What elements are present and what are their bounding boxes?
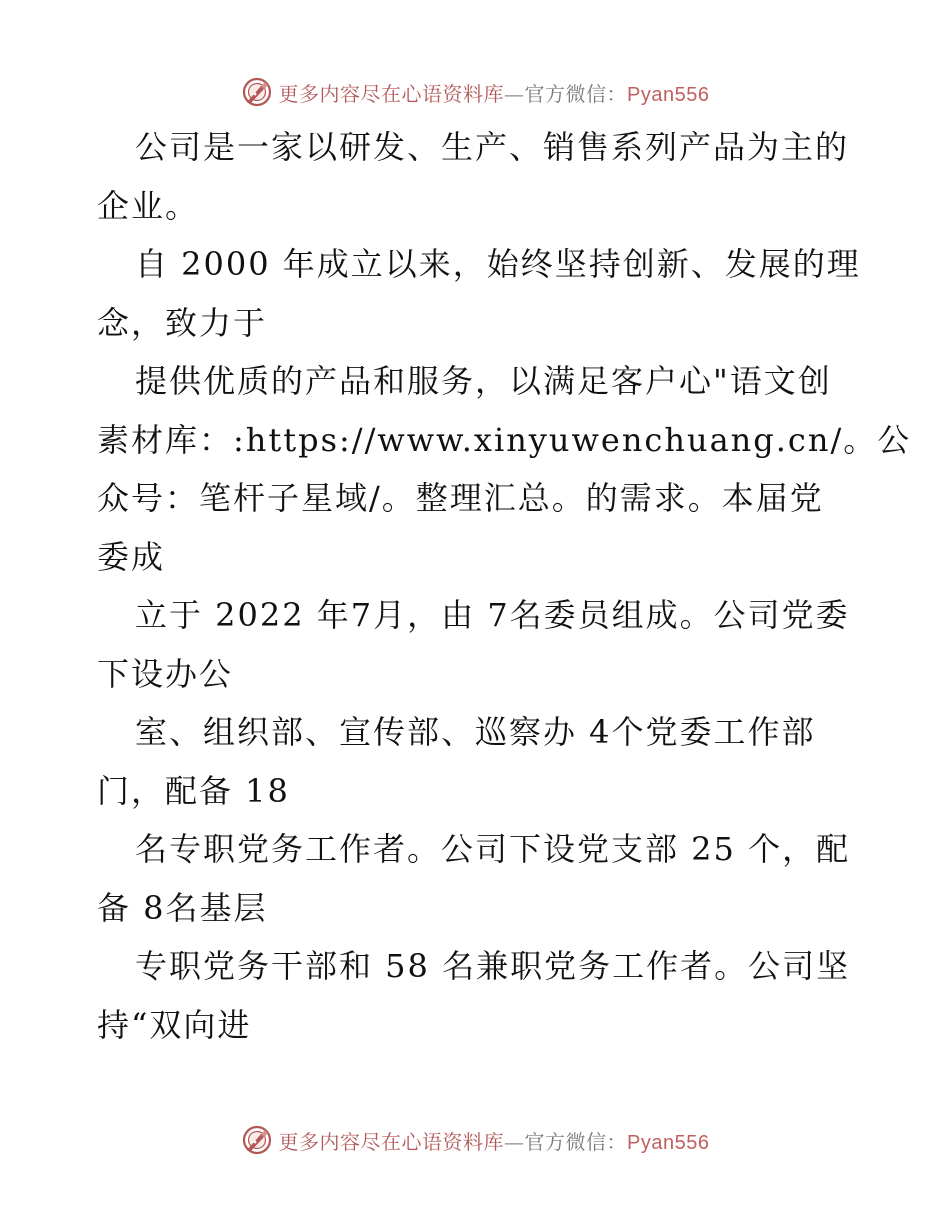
text-line: 素材库：:https://www.xinyuwenchuang.cn/。公 (97, 420, 912, 459)
footer-watermark (241, 1124, 710, 1156)
footer-wechat-id: Pyan556 (627, 1131, 710, 1154)
text-line: 持“双向进 (97, 1005, 252, 1044)
header-wechat-label: 官方微信： (524, 81, 628, 106)
pen-logo-icon (241, 1124, 273, 1156)
text-line: 室、组织部、宣传部、巡察办 4个党委工作部 (135, 713, 816, 751)
footer-brand-text: 更多内容尽在心语资料库 (278, 1129, 505, 1154)
document-body (97, 118, 912, 1054)
header-wechat-id: Pyan556 (627, 83, 710, 106)
text-line: 提供优质的产品和服务，以满足客户心"语文创 (135, 362, 832, 400)
text-line: 立于 2022 年7月，由 7名委员组成。公司党委 (135, 596, 850, 634)
text-line: 专职党务干部和 58 名兼职党务工作者。公司坚 (135, 947, 851, 985)
text-line: 备 8名基层 (97, 888, 268, 927)
text-line: 名专职党务工作者。公司下设党支部 25 个，配 (135, 830, 851, 868)
text-line: 企业。 (97, 186, 200, 225)
text-line: 委成 (97, 537, 166, 576)
page-header (0, 72, 950, 112)
header-brand-text: 更多内容尽在心语资料库 (278, 81, 505, 106)
page-footer (0, 1120, 950, 1160)
text-line: 自 2000 年成立以来，始终坚持创新、发展的理 (135, 245, 861, 283)
text-line: 公司是一家以研发、生产、销售系列产品为主的 (135, 128, 850, 166)
header-dash: — (504, 81, 525, 106)
header-watermark (241, 76, 710, 108)
footer-dash: — (504, 1129, 525, 1154)
text-line: 门，配备 18 (97, 771, 290, 810)
text-line: 念，致力于 (97, 303, 268, 342)
text-line: 众号：笔杆子星域/。整理汇总。的需求。本届党 (97, 479, 824, 517)
footer-wechat-label: 官方微信： (524, 1129, 628, 1154)
pen-logo-icon (241, 76, 273, 108)
text-line: 下设办公 (97, 654, 234, 693)
